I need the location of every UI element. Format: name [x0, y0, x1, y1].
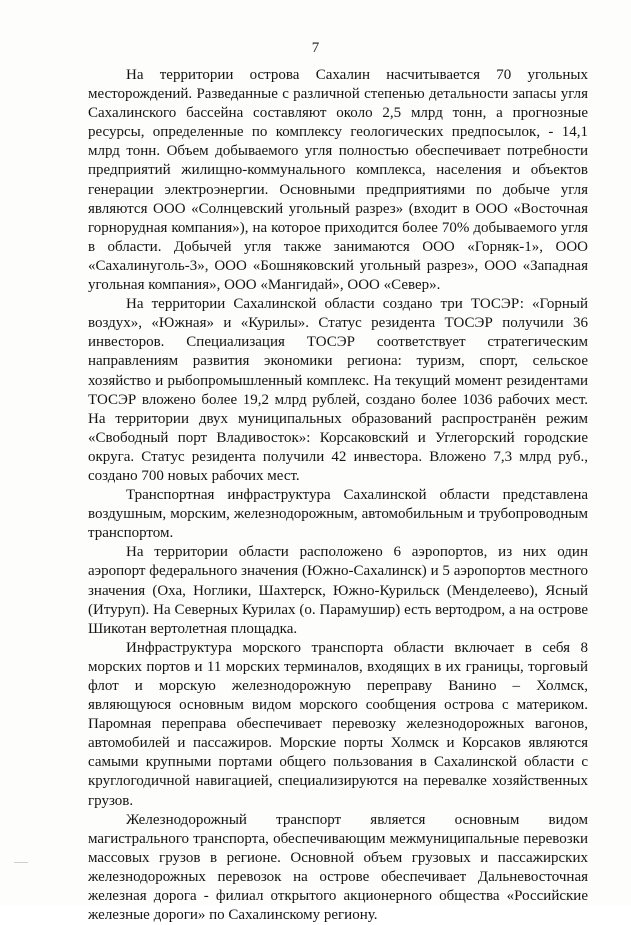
paragraph-airports: На территории области расположено 6 аэропортов, из них один аэропорт федерального значения (Южно-Сахалинск) и 5 аэропортов местного значения (Оха, Ноглики, Шахтерск, Южно-Курильск (Менделеево), Ясный (Итуруп). На Северных Курилах (о. Парамушир) есть вертодром, а на острове Шикотан вертолетная площадка. [88, 544, 588, 637]
paragraph-tosar: На территории Сахалинской области создано три ТОСЭР: «Горный воздух», «Южная» и «Курилы». Статус резидента ТОСЭР получили 36 инвесторов. Специализация ТОСЭР соответствует стратегическим направлениям развития экономики региона: туризм, спорт, сельское хозяйство и рыбопромышленный комплекс. На текущий момент резидентами ТОСЭР вложено более 19,2 млрд рублей, создано более 1036 рабочих мест. На территории двух муниципальных образований распространён режим «Свободный порт Владивосток»: Корсаковский и Углегорский городские округа. Статус резидента получили 42 инвестора. Вложено 7,3 млрд руб., создано 700 новых рабочих мест. [88, 296, 588, 484]
paragraph-coal-deposits: На территории острова Сахалин насчитывается 70 угольных месторождений. Разведанные с различной степенью детальности запасы угля Сахалинского бассейна составляют около 2,5 млрд тонн, а прогнозные ресурсы, определенные по комплексу геологических предпосылок, - 14,1 млрд тонн. Объем добываемого угля полностью обеспечивает потребности предприятий жилищно-коммунального комплекса, населения и объектов генерации электроэнергии. Основными предприятиями по добыче угля являются ООО «Солнцевский угольный разрез» (входит в ООО «Восточная горнорудная компания»), на которое приходится более 70% добываемого угля в области. Добычей угля также занимаются ООО «Горняк-1», ООО «Сахалинуголь-3», ООО «Бошняковский угольный разрез», ООО «Западная угольная компания», ООО «Мангидай», ООО «Север». [88, 67, 588, 294]
paragraph-sea-transport: Инфраструктура морского транспорта области включает в себя 8 морских портов и 11 морских терминалов, входящих в их границы, торговый флот и морскую железнодорожную переправу Ванино – Холмск, являющуюся основным видом морского сообщения острова с материком. Паромная переправа обеспечивает перевозку железнодорожных вагонов, автомобилей и пассажиров. Морские порты Холмск и Корсаков являются самыми крупными портами общего пользования в Сахалинской области с круглогодичной навигацией, специализируются на перевалке хозяйственных грузов. [88, 639, 588, 809]
scan-margin-mark [14, 862, 28, 863]
document-body [88, 66, 588, 925]
paragraph-transport-infrastructure: Транспортная инфраструктура Сахалинской области представлена воздушным, морским, железнодорожным, автомобильным и трубопроводным транспортом. [88, 487, 588, 542]
paragraph-railway: Железнодорожный транспорт является основным видом магистрального транспорта, обеспечивающим межмуниципальные перевозки массовых грузов в регионе. Основной объем грузовых и пассажирских железнодорожных перевозок на острове обеспечивает Дальневосточная железная дорога - филиал открытого акционерного общества «Российские железные дороги» по Сахалинскому региону. [88, 811, 588, 924]
page-number: 7 [311, 40, 320, 56]
